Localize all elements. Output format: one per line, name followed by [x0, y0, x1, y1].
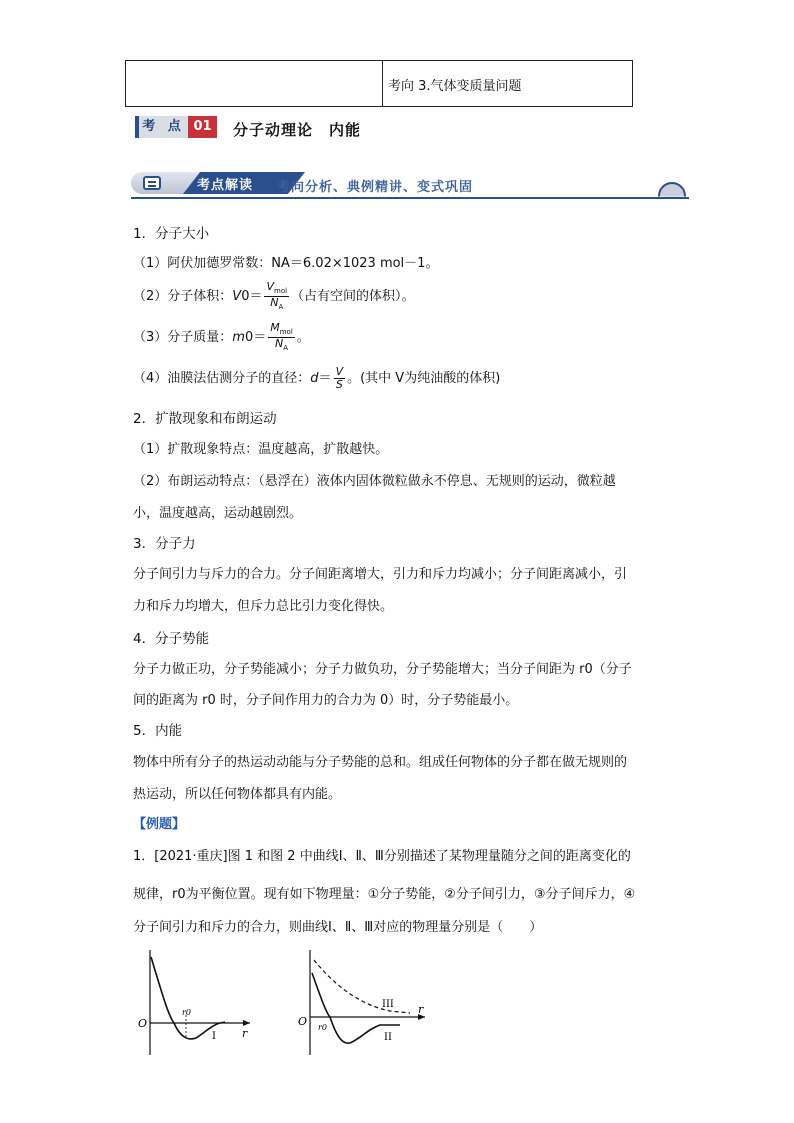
text-oil-film [133, 362, 500, 396]
math-eq: ＝ [318, 371, 332, 386]
frac-den-sub: A [278, 303, 284, 312]
badge-number: 01 [188, 116, 217, 138]
text-molecule-mass [133, 321, 310, 355]
question-line-1: 1．[2021·重庆]图 1 和图 2 中曲线Ⅰ、Ⅱ、Ⅲ分别描述了某物理量随分之间的距离变化的 [133, 849, 631, 864]
fig2-dashed-label: III [382, 999, 394, 1010]
banner-circle-decoration [658, 182, 686, 210]
text-internal-1: 物体中所有分子的热运动动能与分子势能的总和。组成任何物体的分子都在做无规则的 [133, 755, 628, 770]
text-force-1: 分子间引力与斥力的合力。分子间距离增大，引力和斥力均减小；分子间距离减小，引 [133, 567, 628, 582]
fig1-curve [151, 957, 225, 1039]
math-eq: 0＝ [244, 330, 267, 345]
text-fragment: （4）油膜法估测分子的直径： [133, 371, 311, 386]
heading-molecular-force: 3．分子力 [133, 536, 196, 552]
text-potential-2: 间的距离为 r0 时，分子间作用力的合力为 0）时，分子势能最小。 [133, 693, 519, 708]
section-badge [135, 116, 217, 138]
text-avogadro: （1）阿伏加德罗常数：NA＝6.02×1023 mol－1。 [133, 256, 439, 271]
heading-molecule-size: 1．分子大小 [133, 226, 210, 242]
fig1-arrow [243, 1020, 250, 1026]
fig1-origin: O [138, 1017, 148, 1030]
fig2-r0-label: r0 [318, 1023, 327, 1032]
fig2-solid-label: II [384, 1032, 392, 1043]
text-brownian-2: 小，温度越高，运动越剧烈。 [133, 506, 303, 521]
figure-2 [290, 945, 435, 1060]
chat-icon [143, 176, 161, 190]
fig2-dashed-curve [314, 960, 410, 1013]
text-force-2: 力和斥力均增大，但斥力总比引力变化得快。 [133, 599, 394, 614]
fraction-v-s [334, 366, 346, 391]
text-internal-2: 热运动，所以任何物体都具有内能。 [133, 787, 342, 802]
question-line-2: 规律，r0为平衡位置。现有如下物理量：①分子势能，②分子间引力，③分子间斥力，④ [133, 887, 636, 902]
text-diffusion: （1）扩散现象特点：温度越高，扩散越快。 [133, 442, 389, 457]
badge-label: 考 点 [135, 116, 188, 138]
table-cell-right: 考向 3.气体变质量问题 [388, 79, 522, 94]
text-fragment: （3）分子质量： [133, 330, 233, 345]
text-brownian-1: （2）布朗运动特点：（悬浮在）液体内固体微粒做永不停息、无规则的运动，微粒越 [133, 474, 616, 489]
frac-den: S [335, 378, 343, 391]
text-fragment: 。 [296, 330, 310, 345]
text-fragment: （占有空间的体积）。 [291, 289, 415, 304]
fraction-mmol-na [268, 322, 295, 353]
figure-1 [130, 945, 260, 1060]
question-line-3: 分子间引力和斥力的合力，则曲线Ⅰ、Ⅱ、Ⅲ对应的物理量分别是（ ） [133, 920, 543, 935]
table-cell-left [126, 61, 383, 106]
heading-diffusion: 2．扩散现象和布朗运动 [133, 411, 277, 427]
top-table [125, 60, 633, 107]
fig1-axis-label: r [242, 1027, 248, 1040]
frac-den: N [274, 337, 284, 350]
fig2-axis-label: r [418, 1003, 424, 1016]
text-potential-1: 分子力做正功，分子势能减小；分子力做负功，分子势能增大；当分子间距为 r0（分子 [133, 662, 632, 677]
text-fragment: 。(其中 V为纯油酸的体积) [347, 371, 501, 386]
math-var: d [310, 371, 319, 386]
frac-num-sub: mol [274, 287, 288, 296]
banner-subtitle: 考向分析、典例精讲、变式巩固 [277, 180, 474, 195]
fig1-r0-label: r0 [182, 1008, 191, 1017]
heading-internal-energy: 5．内能 [133, 723, 183, 739]
fig1-curve-label: I [212, 1031, 216, 1042]
example-label: 【例题】 [133, 817, 186, 832]
text-molecule-volume [133, 280, 415, 314]
frac-num: V [266, 280, 274, 294]
frac-den-sub: A [283, 344, 289, 353]
banner-label: 考点解读 [197, 178, 254, 193]
frac-num: V [335, 364, 344, 378]
frac-num-sub: mol [279, 328, 293, 337]
math-var: m [232, 330, 245, 345]
banner-divider [131, 197, 689, 199]
frac-den: N [270, 296, 279, 309]
section-title: 分子动理论 内能 [233, 121, 362, 139]
frac-num: M [270, 321, 280, 335]
math-var: V [232, 289, 242, 304]
fig2-origin: O [298, 1015, 308, 1028]
fraction-vmol-na [264, 281, 289, 312]
text-fragment: （2）分子体积： [133, 289, 233, 304]
heading-potential-energy: 4．分子势能 [133, 631, 210, 647]
math-eq: 0＝ [241, 289, 263, 304]
section-banner [131, 168, 689, 204]
